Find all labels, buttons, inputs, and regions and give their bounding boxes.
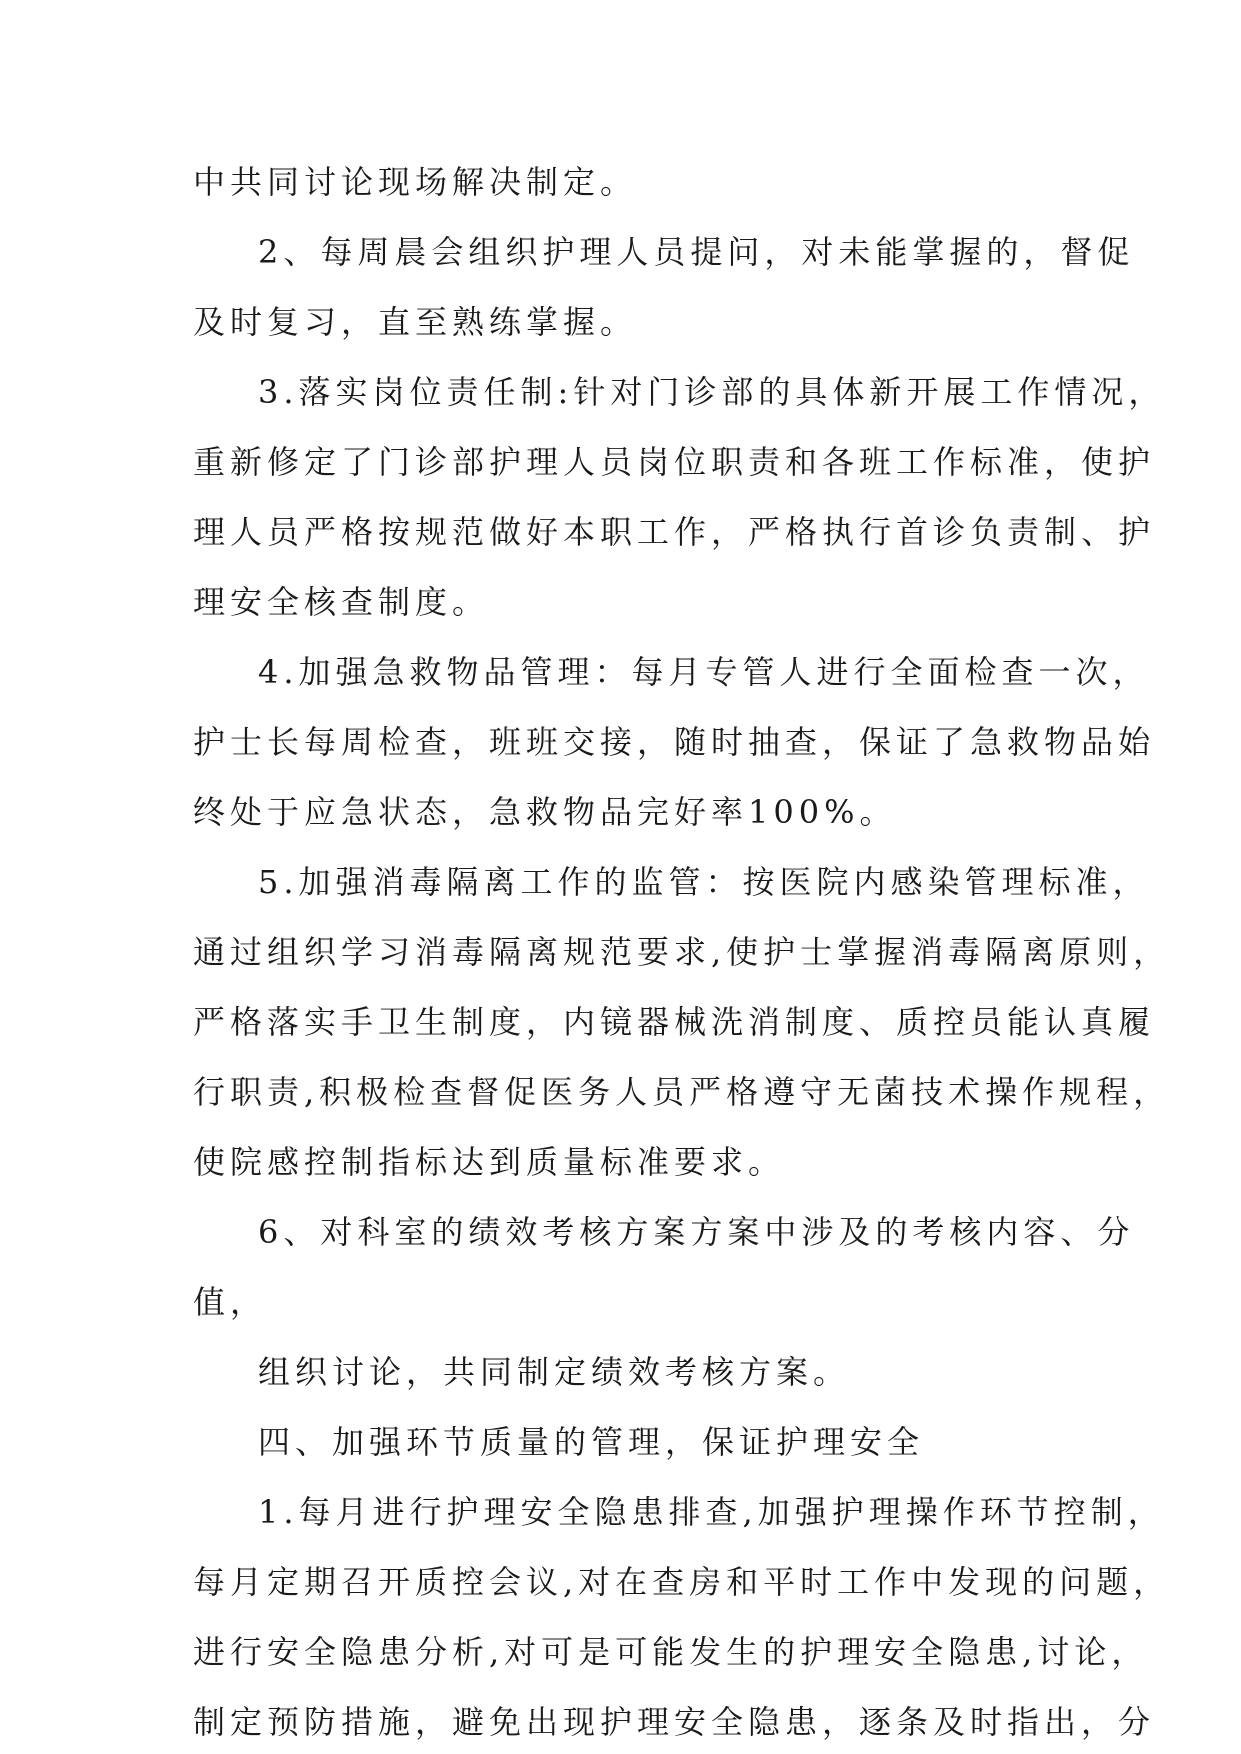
body-text-line: 3.落实岗位责任制:针对门诊部的具体新开展工作情况， — [258, 373, 1166, 411]
body-text-line: 理安全核查制度。 — [193, 583, 490, 621]
body-text-line: 使院感控制指标达到质量标准要求。 — [193, 1143, 786, 1181]
body-text-line: 6、对科室的绩效考核方案方案中涉及的考核内容、分 — [258, 1213, 1135, 1251]
body-text-line: 组织讨论，共同制定绩效考核方案。 — [258, 1353, 851, 1391]
body-text-line: 1.每月进行护理安全隐患排查,加强护理操作环节控制， — [258, 1493, 1165, 1531]
body-text-line: 重新修定了门诊部护理人员岗位职责和各班工作标准，使护 — [193, 443, 1156, 481]
body-text-line: 理人员严格按规范做好本职工作，严格执行首诊负责制、护 — [193, 513, 1156, 551]
body-text-line: 值， — [193, 1283, 268, 1321]
body-text-line: 通过组织学习消毒隔离规范要求,使护士掌握消毒隔离原则， — [193, 933, 1171, 971]
body-text-line: 严格落实手卫生制度，内镜器械洗消制度、质控员能认真履 — [193, 1003, 1156, 1041]
body-text-line: 终处于应急状态，急救物品完好率100%。 — [193, 793, 897, 831]
body-text-line: 4.加强急救物品管理：每月专管人进行全面检查一次， — [258, 653, 1150, 691]
body-text-line: 制定预防措施，避免出现护理安全隐患，逐条及时指出，分 — [193, 1703, 1156, 1741]
body-text-line: 护士长每周检查，班班交接，随时抽查，保证了急救物品始 — [193, 723, 1156, 761]
body-text-line: 行职责,积极检查督促医务人员严格遵守无菌技术操作规程， — [193, 1073, 1171, 1111]
body-text-line: 进行安全隐患分析,对可是可能发生的护理安全隐患,讨论， — [193, 1633, 1149, 1671]
body-text-line: 及时复习，直至熟练掌握。 — [193, 303, 638, 341]
section-heading: 四、加强环节质量的管理，保证护理安全 — [258, 1423, 925, 1461]
body-text-line: 2、每周晨会组织护理人员提问，对未能掌握的，督促 — [258, 233, 1135, 271]
body-text-line: 中共同讨论现场解决制定。 — [193, 163, 638, 201]
body-text-line: 5.加强消毒隔离工作的监管：按医院内感染管理标准， — [258, 863, 1150, 901]
body-text-line: 每月定期召开质控会议,对在查房和平时工作中发现的问题， — [193, 1563, 1171, 1601]
